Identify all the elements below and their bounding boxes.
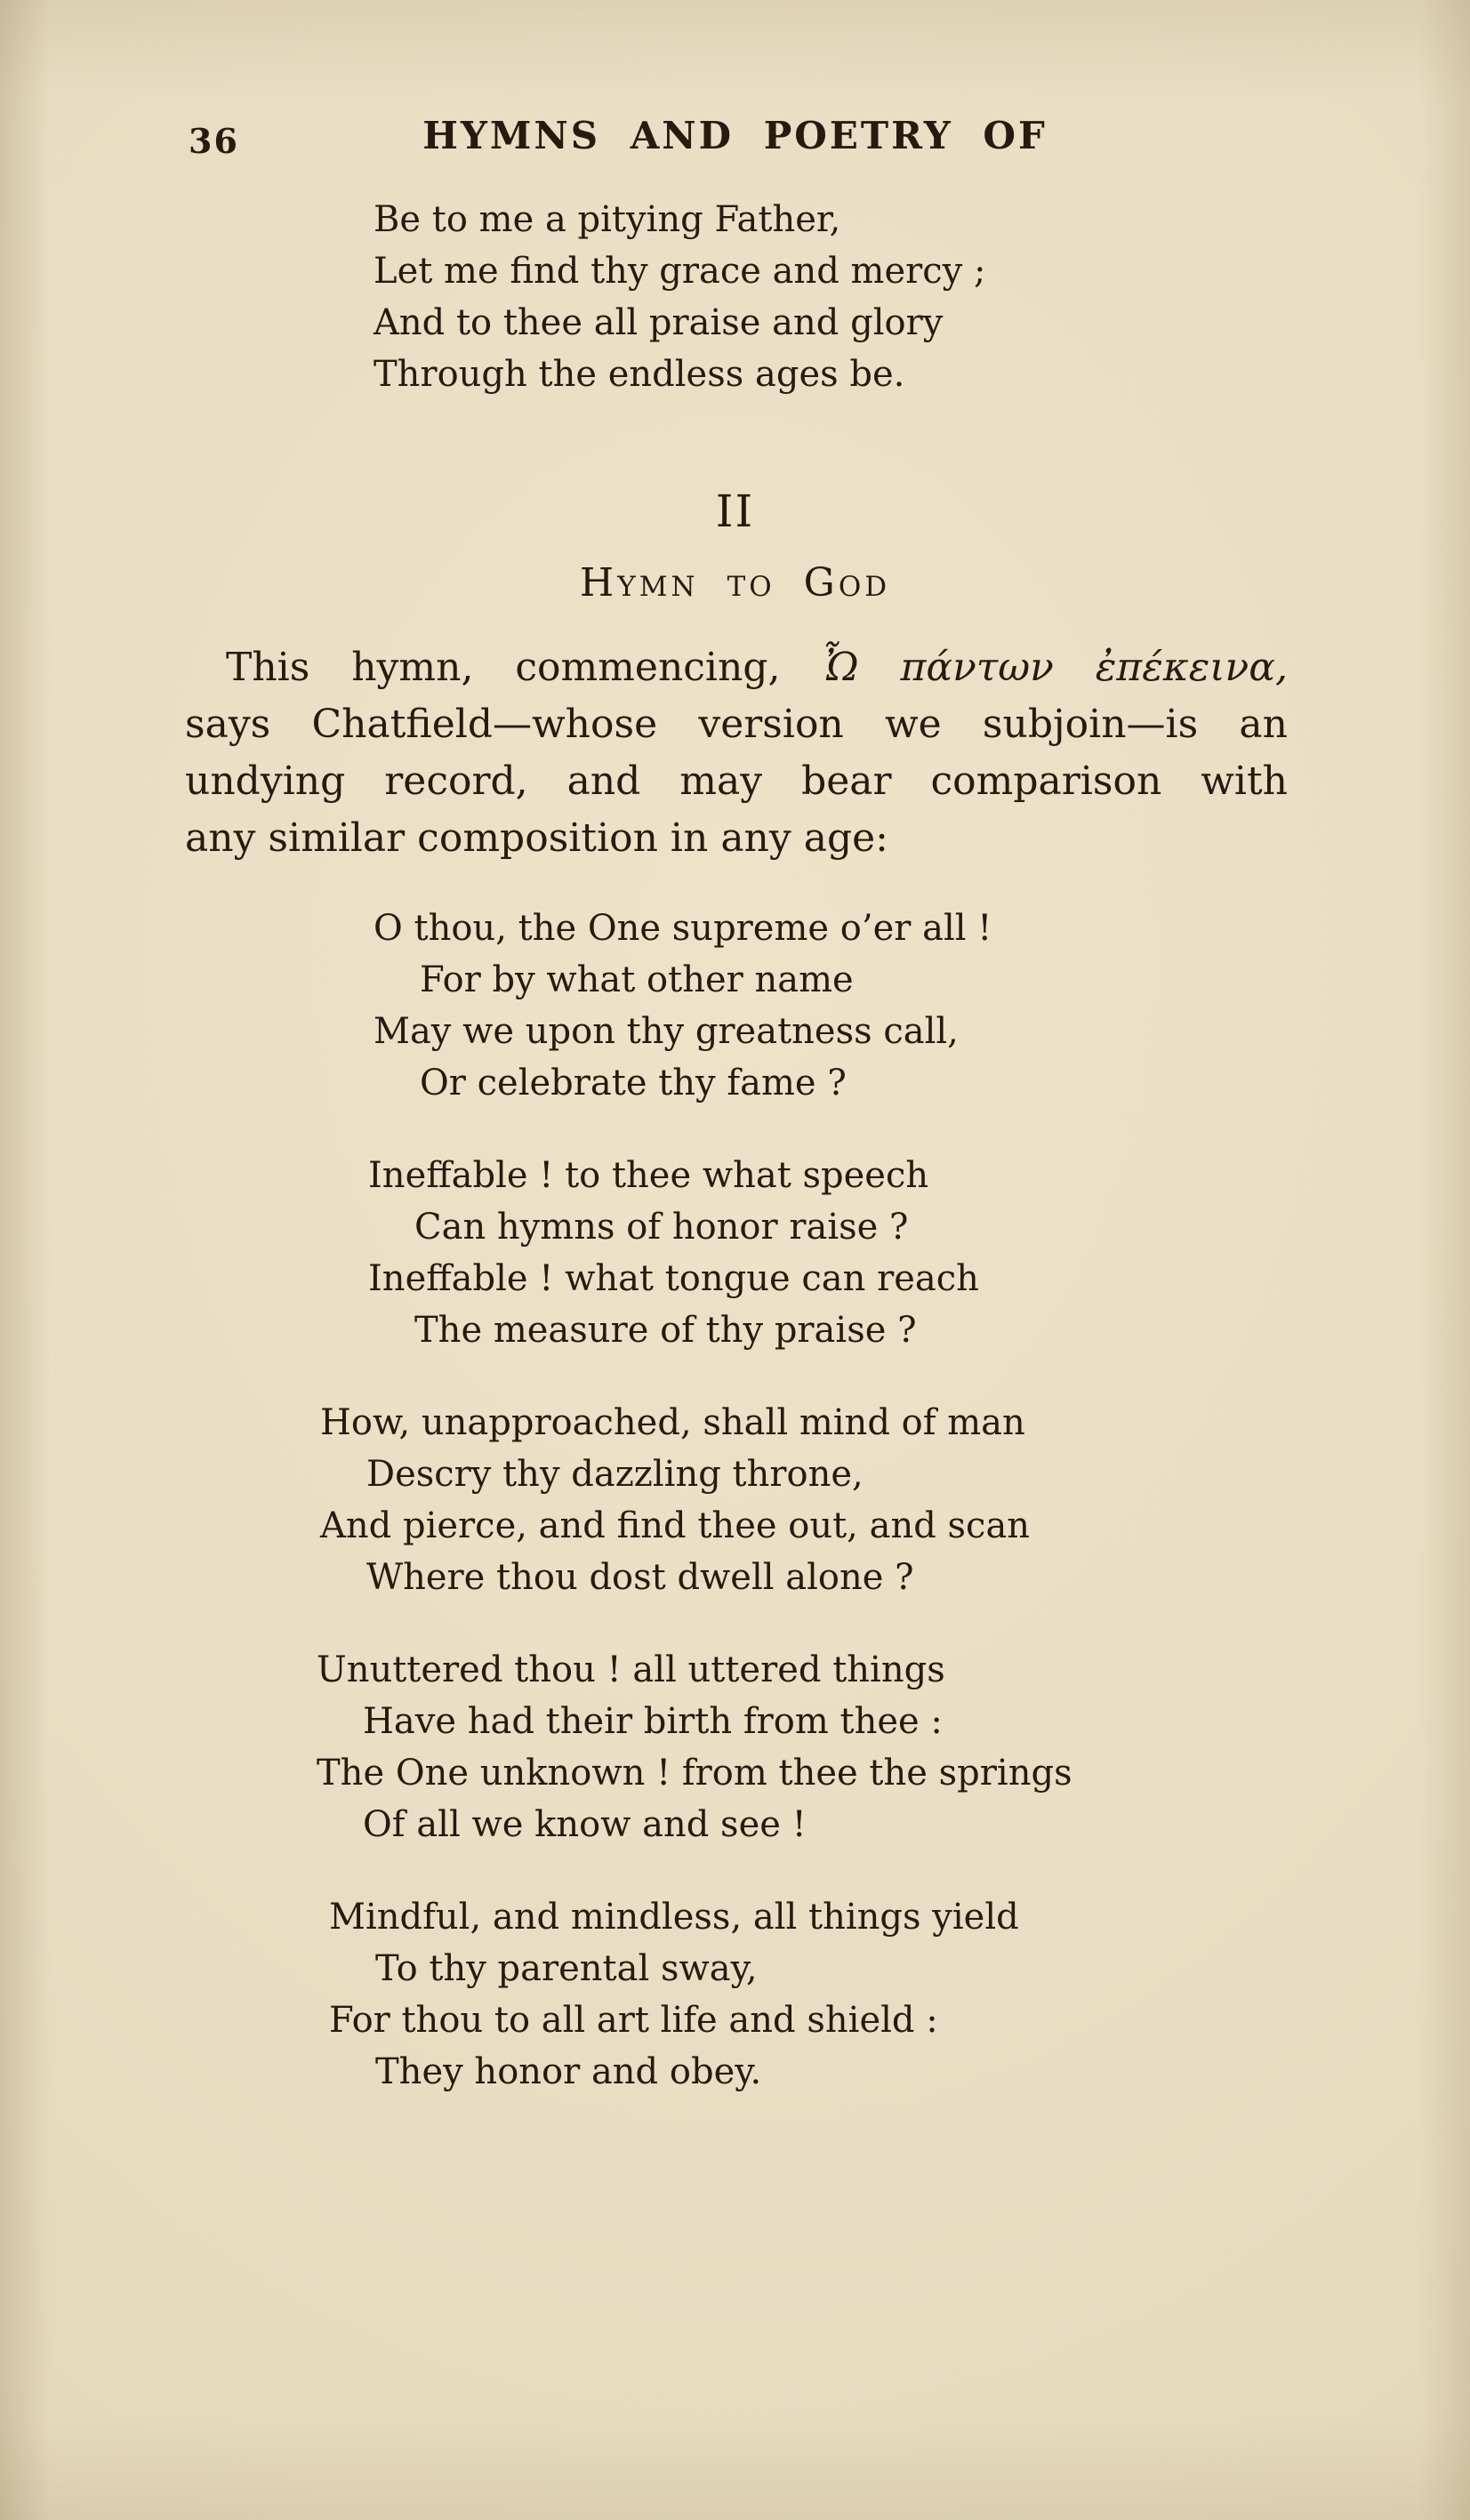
poem-line: Mindful, and mindless, all things yield <box>329 1897 1019 1938</box>
prose-line: says Chatfield—whose version we subjoin—is an <box>185 702 1288 747</box>
page-header <box>0 114 1470 171</box>
poem-line: Ineffable ! what tongue can reach <box>368 1258 979 1299</box>
prose-line <box>185 639 1288 696</box>
poem-line: And to thee all praise and glory <box>374 302 944 343</box>
poem-line: Be to me a pitying Father, <box>374 199 841 240</box>
section-numeral: II <box>715 486 755 537</box>
poem-stanza <box>317 1644 1470 1850</box>
greek-phrase: Ὦ πάντων ἐπέκεινα, <box>822 645 1289 690</box>
poem-line: O thou, the One supreme o’er all ! <box>374 908 992 949</box>
section-title: Hymn to God <box>579 560 891 606</box>
poem-line: They honor and obey. <box>375 2051 762 2092</box>
poem-line: Let me find thy grace and mercy ; <box>374 251 986 292</box>
running-title: HYMNS AND POETRY OF <box>422 114 1048 157</box>
poem-stanza <box>368 1150 1470 1356</box>
poem-line: Ineffable ! to thee what speech <box>368 1155 929 1196</box>
poem-line: For by what other name <box>420 959 854 1000</box>
poem-line: The measure of thy praise ? <box>414 1310 917 1351</box>
poem-line: May we upon thy greatness call, <box>374 1011 959 1052</box>
poem-line: And pierce, and find thee out, and scan <box>320 1505 1031 1546</box>
poem-line: Through the endless ages be. <box>374 354 905 395</box>
intro-stanza <box>374 194 1470 400</box>
prose-text: This hymn, commencing, <box>226 645 823 690</box>
prose-line: any similar composition in any age: <box>185 815 888 861</box>
poem-stanza <box>329 1891 1470 2098</box>
prose-line: undying record, and may bear comparison with <box>185 758 1288 804</box>
poem-line: Descry thy dazzling throne, <box>366 1454 864 1495</box>
poem-line: Or celebrate thy fame ? <box>420 1063 847 1104</box>
poem-stanza <box>374 903 1470 1109</box>
poem-line: For thou to all art life and shield : <box>329 2000 938 2041</box>
poem-line: Where thou dost dwell alone ? <box>366 1557 914 1598</box>
poem-line: Can hymns of honor raise ? <box>414 1207 909 1248</box>
poem-line: The One unknown ! from thee the springs <box>317 1753 1072 1794</box>
poem-line: Unuttered thou ! all uttered things <box>317 1649 945 1690</box>
poem-line: Of all we know and see ! <box>363 1804 807 1845</box>
poem-line: How, unapproached, shall mind of man <box>320 1402 1025 1443</box>
poem-line: To thy parental sway, <box>375 1948 758 1989</box>
poem-line: Have had their birth from thee : <box>363 1701 943 1742</box>
intro-paragraph <box>185 639 1288 867</box>
page-number: 36 <box>189 121 239 161</box>
poem-stanza <box>320 1397 1470 1603</box>
